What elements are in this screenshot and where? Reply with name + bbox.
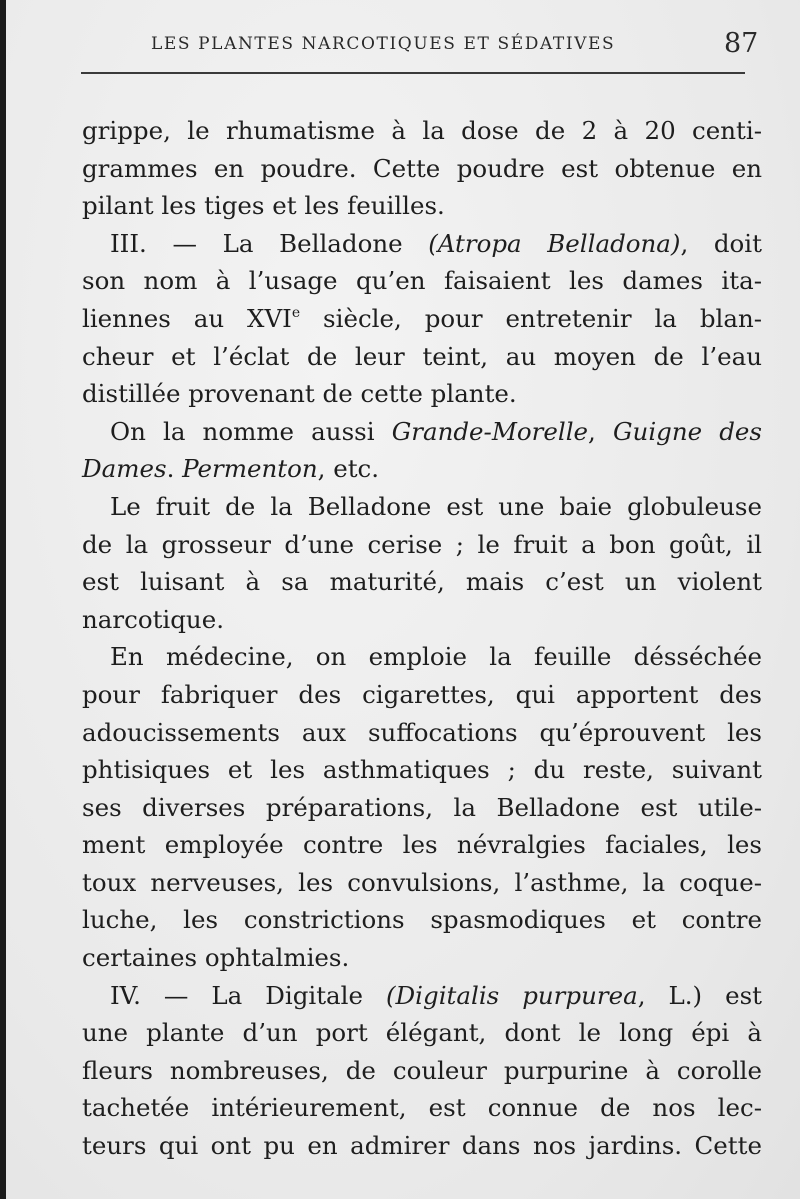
text-line xyxy=(82,1014,762,1052)
text-line xyxy=(82,526,762,564)
text-line xyxy=(82,676,762,714)
text-run: une plante d’un port élégant, dont le long épi à xyxy=(82,1018,762,1048)
text-run: de la grosseur d’une cerise ; le fruit a bon goût, il xyxy=(82,529,762,559)
text-line xyxy=(82,789,762,827)
text-line xyxy=(82,450,762,488)
superscript: e xyxy=(291,304,301,321)
page-number: 87 xyxy=(724,28,759,59)
text-line xyxy=(82,375,762,413)
text-run: . xyxy=(166,454,183,484)
text-run: narcotique. xyxy=(82,604,224,634)
text-run: ment employée contre les névralgies faciales, les xyxy=(82,830,762,860)
book-page xyxy=(6,0,800,1199)
text-run: pour fabriquer des cigarettes, qui apportent des xyxy=(82,679,762,709)
text-run: Le fruit de la Belladone est une baie globuleuse xyxy=(110,491,762,521)
text-line xyxy=(82,601,762,639)
text-run: , L.) est xyxy=(637,980,762,1010)
text-line xyxy=(82,488,762,526)
text-run: grippe, le rhumatisme à la dose de 2 à 20 centi- xyxy=(82,116,762,145)
text-line xyxy=(82,977,762,1015)
text-line xyxy=(82,1052,762,1090)
text-run: ses diverses préparations, la Belladone est utile- xyxy=(82,792,762,822)
italic-text: Dames xyxy=(82,454,167,484)
text-line xyxy=(82,1127,762,1165)
body-text xyxy=(82,112,762,1165)
text-line xyxy=(82,187,762,225)
text-line xyxy=(82,338,762,376)
text-line xyxy=(82,300,762,338)
text-run: phtisiques et les asthmatiques ; du reste, suivant xyxy=(82,755,762,785)
text-line xyxy=(82,638,762,676)
text-run: liennes au XVI xyxy=(82,303,292,333)
text-run: distillée provenant de cette plante. xyxy=(82,379,517,409)
italic-text: Grande-Morelle xyxy=(391,416,589,446)
text-run: En médecine, on emploie la feuille désséchée xyxy=(110,642,762,672)
text-run: pilant les tiges et les feuilles. xyxy=(82,191,445,221)
text-line xyxy=(82,262,762,300)
text-line xyxy=(82,864,762,902)
italic-text: Permenton xyxy=(182,454,318,484)
text-line xyxy=(82,751,762,789)
text-run: grammes en poudre. Cette poudre est obtenue en xyxy=(82,153,762,183)
text-run: est luisant à sa maturité, mais c’est un violent xyxy=(82,567,762,597)
text-line xyxy=(82,901,762,939)
text-line xyxy=(82,112,762,150)
text-run: tachetée intérieurement, est connue de nos lec- xyxy=(82,1093,762,1123)
running-head: LES PLANTES NARCOTIQUES ET SÉDATIVES xyxy=(151,34,616,54)
text-run: luche, les constrictions spasmodiques et contre xyxy=(82,905,762,935)
text-line xyxy=(82,826,762,864)
header-rule xyxy=(81,72,745,74)
italic-text: Guigne des xyxy=(612,416,762,446)
italic-text: (Digitalis purpurea xyxy=(385,980,638,1010)
text-line xyxy=(82,225,762,263)
text-run: son nom à l’usage qu’en faisaient les dames ita- xyxy=(82,266,762,296)
italic-text: (Atropa Belladona) xyxy=(428,228,681,258)
text-run: certaines ophtalmies. xyxy=(82,943,350,973)
text-line xyxy=(82,939,762,977)
page-header xyxy=(151,28,771,66)
text-run: On la nomme aussi xyxy=(110,416,392,446)
text-run: , etc. xyxy=(317,454,380,484)
text-run: teurs qui ont pu en admirer dans nos jardins. Cette xyxy=(82,1131,762,1161)
text-line xyxy=(82,714,762,752)
text-run: , xyxy=(588,416,613,446)
text-line xyxy=(82,413,762,451)
text-run: toux nerveuses, les convulsions, l’asthme, la coque- xyxy=(82,867,762,897)
text-run: III. — La Belladone xyxy=(110,228,429,258)
text-run: , doit xyxy=(680,228,762,258)
text-run: IV. — La Digitale xyxy=(110,980,386,1010)
text-line xyxy=(82,563,762,601)
text-run: adoucissements aux suffocations qu’éprouvent les xyxy=(82,717,762,747)
text-line xyxy=(82,150,762,188)
text-run: cheur et l’éclat de leur teint, au moyen de l’eau xyxy=(82,341,762,371)
text-run: fleurs nombreuses, de couleur purpurine à corolle xyxy=(82,1055,762,1085)
text-run: siècle, pour entretenir la blan- xyxy=(300,303,762,333)
text-line xyxy=(82,1089,762,1127)
